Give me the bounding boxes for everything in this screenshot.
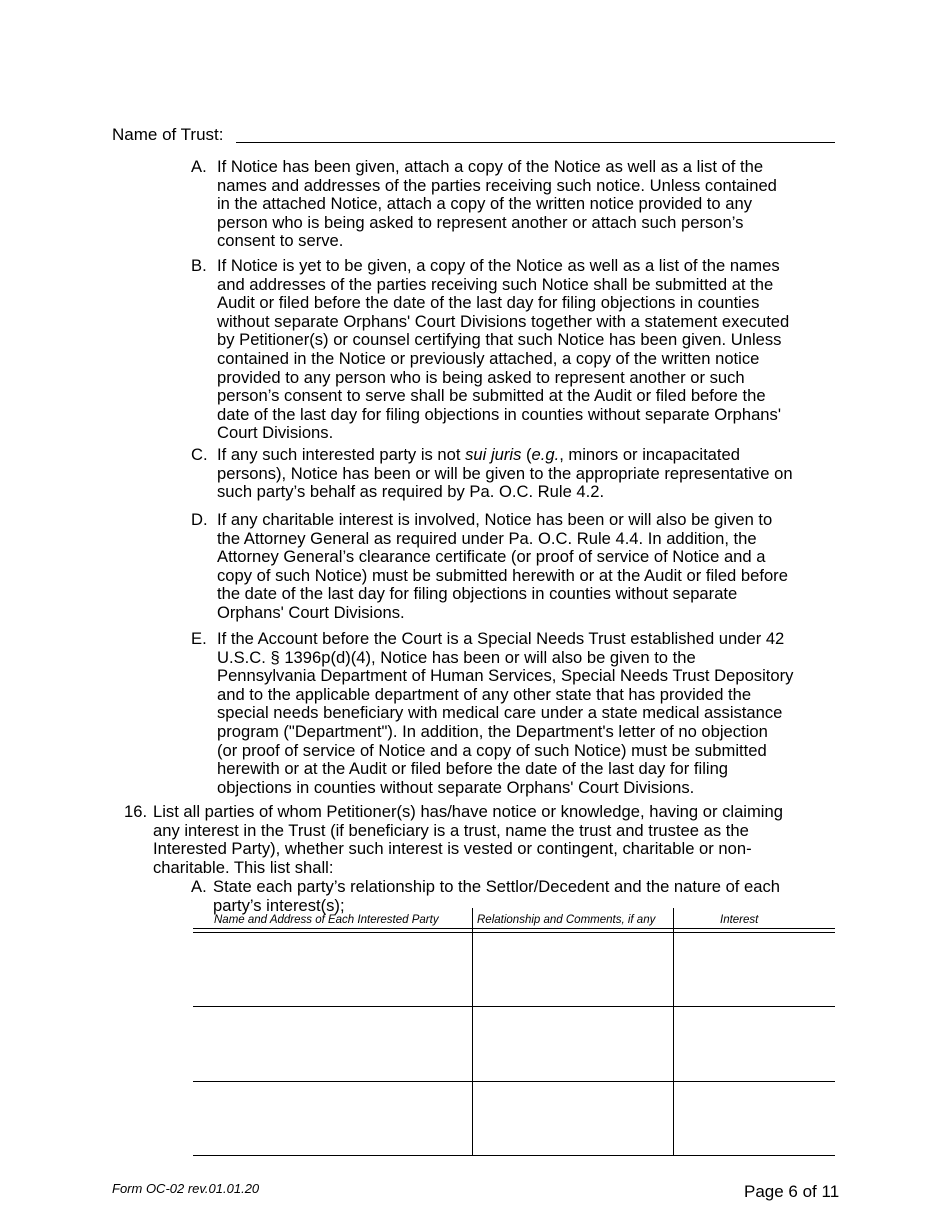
header-interest: Interest bbox=[720, 914, 759, 926]
item-label: B. bbox=[191, 256, 207, 275]
table-row-rule bbox=[193, 1081, 835, 1082]
section-text: List all parties of whom Petitioner(s) has/have notice or knowledge, having or claiming any interest in the Trust (if beneficiary is a trust, name the trust and trustee as the Interested Party), whether such interest is vested or contingent, charitable or non- charitable. This list shall: bbox=[153, 802, 783, 877]
table-column-divider bbox=[472, 908, 473, 1156]
item-text: If Notice is yet to be given, a copy of the Notice as well as a list of the names and addresses of the parties receiving such Notice shall be submitted at the Audit or filed before the date of the last day for filing objections in counties without separate Orphans' Court Divisions together with a statement executed by Petitioner(s) or counsel certifying that such Notice has been given. Unless contained in the Notice or previously attached, a copy of the written notice provided to any person who is being asked to represent another or such person’s consent to serve shall be submitted at the Audit or filed before the date of the last day for filing objections in counties without separate Orphans' Court Divisions. bbox=[217, 256, 790, 443]
header-name-address: Name and Address of Each Interested Party bbox=[214, 914, 439, 926]
form-id: Form OC-02 rev.01.01.20 bbox=[112, 1181, 260, 1196]
item-label: C. bbox=[191, 445, 208, 464]
item-text: If Notice has been given, attach a copy of the Notice as well as a list of the names and addresses of the parties receiving such notice. Unless contained in the attached Notice, attach a copy of the written notice provided to any person who is being asked to represent another or attach such person’s consent to serve. bbox=[217, 157, 777, 251]
item-label: A. bbox=[191, 877, 207, 896]
cell-name-address-row-3[interactable] bbox=[193, 1083, 471, 1155]
cell-interest-row-3[interactable] bbox=[675, 1083, 835, 1155]
item-text-part: If any such interested party is not bbox=[217, 445, 466, 464]
name-of-trust-field[interactable] bbox=[236, 142, 835, 143]
cell-name-address-row-2[interactable] bbox=[193, 1008, 471, 1080]
item-text-part: , minors or incapacitated persons), Notice has been or will be given to the appropriate representative on such party’s behalf as required by Pa. O.C. Rule 4.2. bbox=[217, 445, 793, 502]
item-text: If the Account before the Court is a Special Needs Trust established under 42 U.S.C. § 1396p(d)(4), Notice has been or will also be given to the Pennsylvania Department of Human Services, Special Needs Trust Depository and to the applicable department of any other state that has provided the special needs beneficiary with medical care under a state medical assistance program ("Department"). In addition, the Department's letter of no objection (or proof of service of Notice and a copy of such Notice) must be submitted herewith or at the Audit or filed before the date of the last day for filing objections in counties without separate Orphans' Court Divisions. bbox=[217, 629, 794, 797]
item-label: D. bbox=[191, 510, 208, 529]
cell-relationship-row-1[interactable] bbox=[474, 934, 672, 1006]
item-text-italic: sui juris bbox=[465, 445, 522, 464]
cell-relationship-row-2[interactable] bbox=[474, 1008, 672, 1080]
table-row-rule bbox=[193, 1006, 835, 1007]
item-text: If any charitable interest is involved, Notice has been or will also be given to the Attorney General as required under Pa. O.C. Rule 4.4. In addition, the Attorney General’s clearance certificate (or proof of service of Notice and a copy of such Notice) must be submitted herewith or at the Audit or filed before the date of the last day for filing objections in counties without separate Orphans' Court Divisions. bbox=[217, 510, 788, 622]
item-text-part: ( bbox=[521, 445, 532, 464]
cell-name-address-row-1[interactable] bbox=[193, 934, 471, 1006]
cell-relationship-row-3[interactable] bbox=[474, 1083, 672, 1155]
table-header-rule bbox=[193, 932, 835, 933]
name-of-trust-label: Name of Trust: bbox=[112, 125, 224, 144]
table-column-divider bbox=[673, 908, 674, 1156]
item-label: A. bbox=[191, 157, 207, 176]
section-number: 16. bbox=[124, 802, 148, 821]
cell-interest-row-2[interactable] bbox=[675, 1008, 835, 1080]
item-label: E. bbox=[191, 629, 207, 648]
item-text: State each party’s relationship to the Settlor/Decedent and the nature of each party’s interest(s); bbox=[213, 877, 781, 915]
header-relationship: Relationship and Comments, if any bbox=[477, 914, 656, 926]
cell-interest-row-1[interactable] bbox=[675, 934, 835, 1006]
table-row-rule bbox=[193, 1155, 835, 1156]
item-text bbox=[217, 446, 891, 502]
item-text-italic: e.g. bbox=[531, 445, 560, 464]
table-header-rule bbox=[193, 928, 835, 929]
page-number: Page 6 of 11 bbox=[744, 1182, 840, 1201]
